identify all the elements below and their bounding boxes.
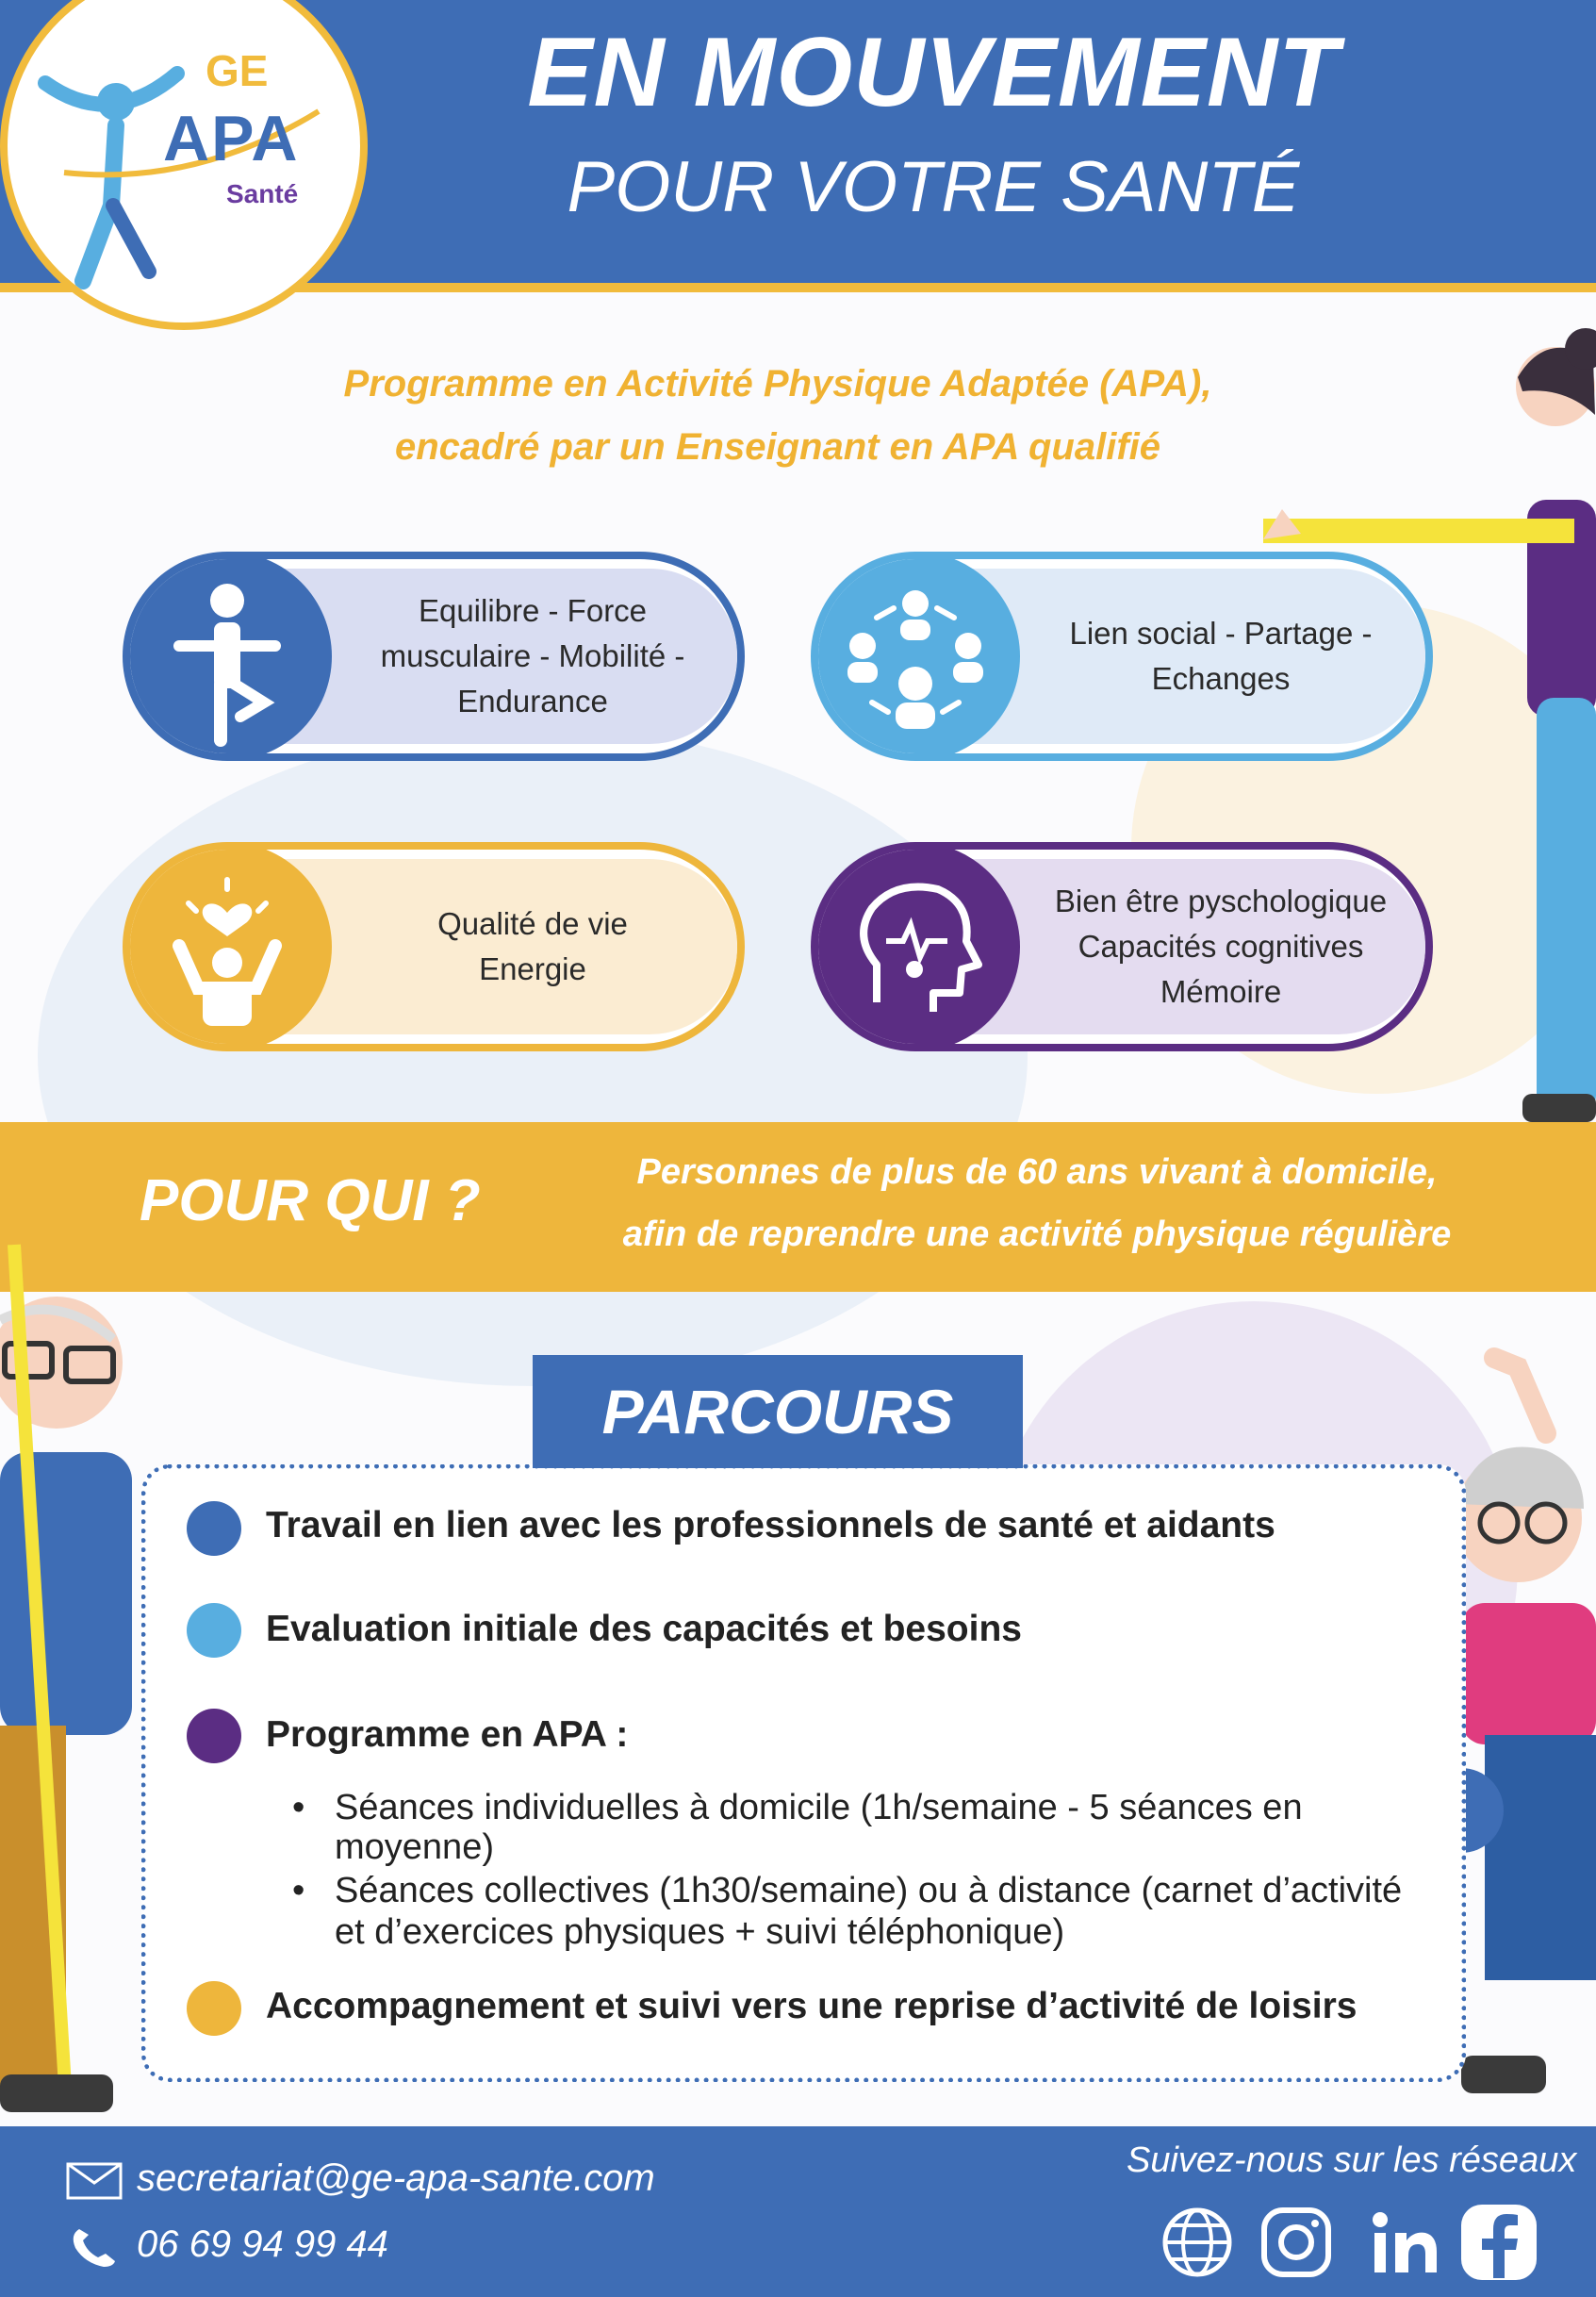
logo-sante-text: Santé [226, 179, 299, 208]
step-bullet-icon [187, 1709, 241, 1763]
parcours-step: Programme en APA : [266, 1714, 629, 1755]
sub-bullet-text: moyenne) [335, 1827, 494, 1867]
benefit-card-social [811, 552, 1433, 761]
group-people-icon [811, 552, 1020, 761]
benefit-text [1045, 850, 1397, 1044]
logo [0, 0, 368, 330]
sub-bullet-text: Séances individuelles à domicile (1h/semaine - 5 séances en [335, 1788, 1303, 1827]
target-audience-line1: Personnes de plus de 60 ans vivant à domicile, [636, 1152, 1438, 1192]
linkedin-icon[interactable] [1367, 2205, 1442, 2280]
head-brain-icon [811, 842, 1020, 1051]
benefit-line: Energie [479, 951, 586, 986]
social-label: Suivez-nous sur les réseaux [1127, 2140, 1577, 2180]
instagram-icon[interactable] [1259, 2205, 1334, 2280]
phone-icon [68, 2223, 121, 2271]
joyful-person-heart-icon [123, 842, 332, 1051]
email-icon [66, 2162, 123, 2200]
benefit-card-balance [123, 552, 745, 761]
benefit-card-wellbeing [811, 842, 1433, 1051]
balance-person-icon [123, 552, 332, 761]
card-icon-disc [811, 552, 1020, 761]
benefit-text [1045, 559, 1397, 753]
sub-bullet-text: et d’exercices physiques + suivi téléphonique) [335, 1912, 1065, 1952]
target-audience-line2: afin de reprendre une activité physique régulière [622, 1215, 1452, 1254]
benefit-card-quality [123, 842, 745, 1051]
parcours-title: PARCOURS [533, 1355, 1023, 1468]
logo-ge-text: GE [206, 46, 269, 95]
card-icon-disc [123, 842, 332, 1051]
facebook-icon[interactable] [1459, 2203, 1538, 2282]
benefit-line: Equilibre - Force [418, 593, 648, 628]
page-title: EN MOUVEMENT [527, 18, 1340, 127]
sub-bullet-dot: • [292, 1871, 305, 1910]
sub-bullet-text: Séances collectives (1h30/semaine) ou à distance (carnet d’activité [335, 1871, 1403, 1910]
step-bullet-icon [187, 1501, 241, 1556]
program-description-line1: Programme en Activité Physique Adaptée (APA), [343, 363, 1212, 405]
program-description-line2: encadré par un Enseignant en APA qualifié [394, 426, 1160, 468]
benefit-line: Capacités cognitives [1078, 929, 1364, 964]
parcours-step: Evaluation initiale des capacités et besoins [266, 1609, 1022, 1649]
contact-email[interactable]: secretariat@ge-apa-sante.com [137, 2157, 655, 2199]
benefit-text [356, 850, 709, 1044]
page-subtitle: POUR VOTRE SANTÉ [567, 147, 1300, 227]
step-bullet-icon [187, 1603, 241, 1658]
benefit-line: Bien être pyschologique [1054, 884, 1388, 918]
contact-phone[interactable]: 06 69 94 99 44 [137, 2223, 388, 2265]
benefit-line: Mémoire [1160, 974, 1282, 1009]
parcours-step: Accompagnement et suivi vers une reprise d’activité de loisirs [266, 1986, 1357, 2026]
target-audience-title: POUR QUI ? [140, 1168, 481, 1233]
benefit-line: Lien social - Partage - [1069, 616, 1373, 651]
step-bullet-icon [187, 1981, 241, 2036]
elderly-man-illustration [0, 1235, 151, 2131]
benefit-line: Echanges [1151, 661, 1291, 696]
benefit-line: Endurance [457, 684, 608, 719]
benefit-line: musculaire - Mobilité - [380, 638, 685, 673]
card-icon-disc [811, 842, 1020, 1051]
logo-apa-text: APA [163, 103, 300, 174]
benefit-line: Qualité de vie [437, 906, 628, 941]
parcours-step: Travail en lien avec les professionnels de santé et aidants [266, 1505, 1275, 1545]
globe-icon[interactable] [1160, 2205, 1235, 2280]
card-icon-disc [123, 552, 332, 761]
benefit-text [356, 559, 709, 753]
sub-bullet-dot: • [292, 1788, 305, 1827]
